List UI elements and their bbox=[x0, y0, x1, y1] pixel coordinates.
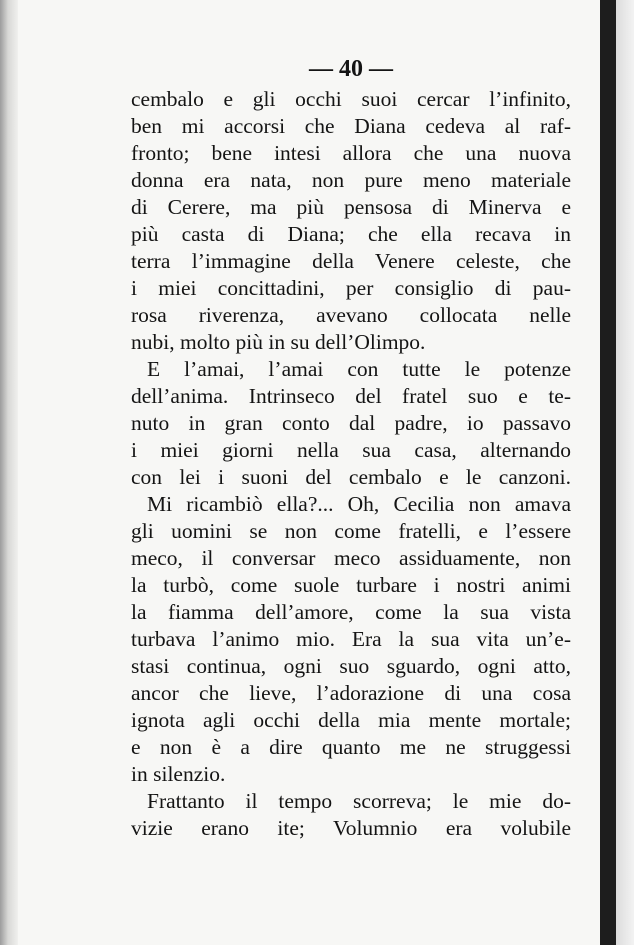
page-edge-shadow bbox=[600, 0, 616, 945]
text-line: e non è a dire quanto me ne struggessi bbox=[131, 735, 571, 759]
text-line: con lei i suoni del cembalo e le canzoni. bbox=[131, 465, 571, 489]
text-line: ignota agli occhi della mia mente mortale; bbox=[131, 708, 571, 732]
text-line: in silenzio. bbox=[131, 762, 226, 786]
text-line: terra l’immagine della Venere celeste, che bbox=[131, 249, 571, 273]
text-line: stasi continua, ogni suo sguardo, ogni atto, bbox=[131, 654, 571, 678]
text-line: fronto; bene intesi allora che una nuova bbox=[131, 141, 571, 165]
text-line: donna era nata, non pure meno materiale bbox=[131, 168, 571, 192]
text-line: cembalo e gli occhi suoi cercar l’infinito, bbox=[131, 87, 571, 111]
text-line: rosa riverenza, avevano collocata nelle bbox=[131, 303, 571, 327]
text-line: ben mi accorsi che Diana cedeva al raf- bbox=[131, 114, 571, 138]
text-line: di Cerere, ma più pensosa di Minerva e bbox=[131, 195, 571, 219]
text-line: E l’amai, l’amai con tutte le potenze bbox=[147, 357, 571, 381]
text-line: Frattanto il tempo scorreva; le mie do- bbox=[147, 789, 571, 813]
body-text bbox=[131, 86, 571, 842]
text-line: i miei concittadini, per consiglio di pau- bbox=[131, 276, 571, 300]
text-line: turbava l’animo mio. Era la sua vita un’e- bbox=[131, 627, 571, 651]
text-line: nuto in gran conto dal padre, io passavo bbox=[131, 411, 571, 435]
page-right-margin bbox=[616, 0, 634, 945]
page-text-block bbox=[131, 52, 571, 842]
text-line: ancor che lieve, l’adorazione di una cosa bbox=[131, 681, 571, 705]
text-line: dell’anima. Intrinseco del fratel suo e te- bbox=[131, 384, 571, 408]
text-line: gli uomini se non come fratelli, e l’essere bbox=[131, 519, 571, 543]
text-line: Mi ricambiò ella?... Oh, Cecilia non amava bbox=[147, 492, 571, 516]
text-line: la fiamma dell’amore, come la sua vista bbox=[131, 600, 571, 624]
text-line: i miei giorni nella sua casa, alternando bbox=[131, 438, 571, 462]
text-line: vizie erano ite; Volumnio era volubile bbox=[131, 816, 571, 840]
page-binding-gutter bbox=[0, 0, 18, 945]
text-line: la turbò, come suole turbare i nostri animi bbox=[131, 573, 571, 597]
text-line: nubi, molto più in su dell’Olimpo. bbox=[131, 330, 426, 354]
text-line: più casta di Diana; che ella recava in bbox=[131, 222, 571, 246]
text-line: meco, il conversar meco assiduamente, non bbox=[131, 546, 571, 570]
page-number: — 40 — bbox=[309, 56, 393, 82]
